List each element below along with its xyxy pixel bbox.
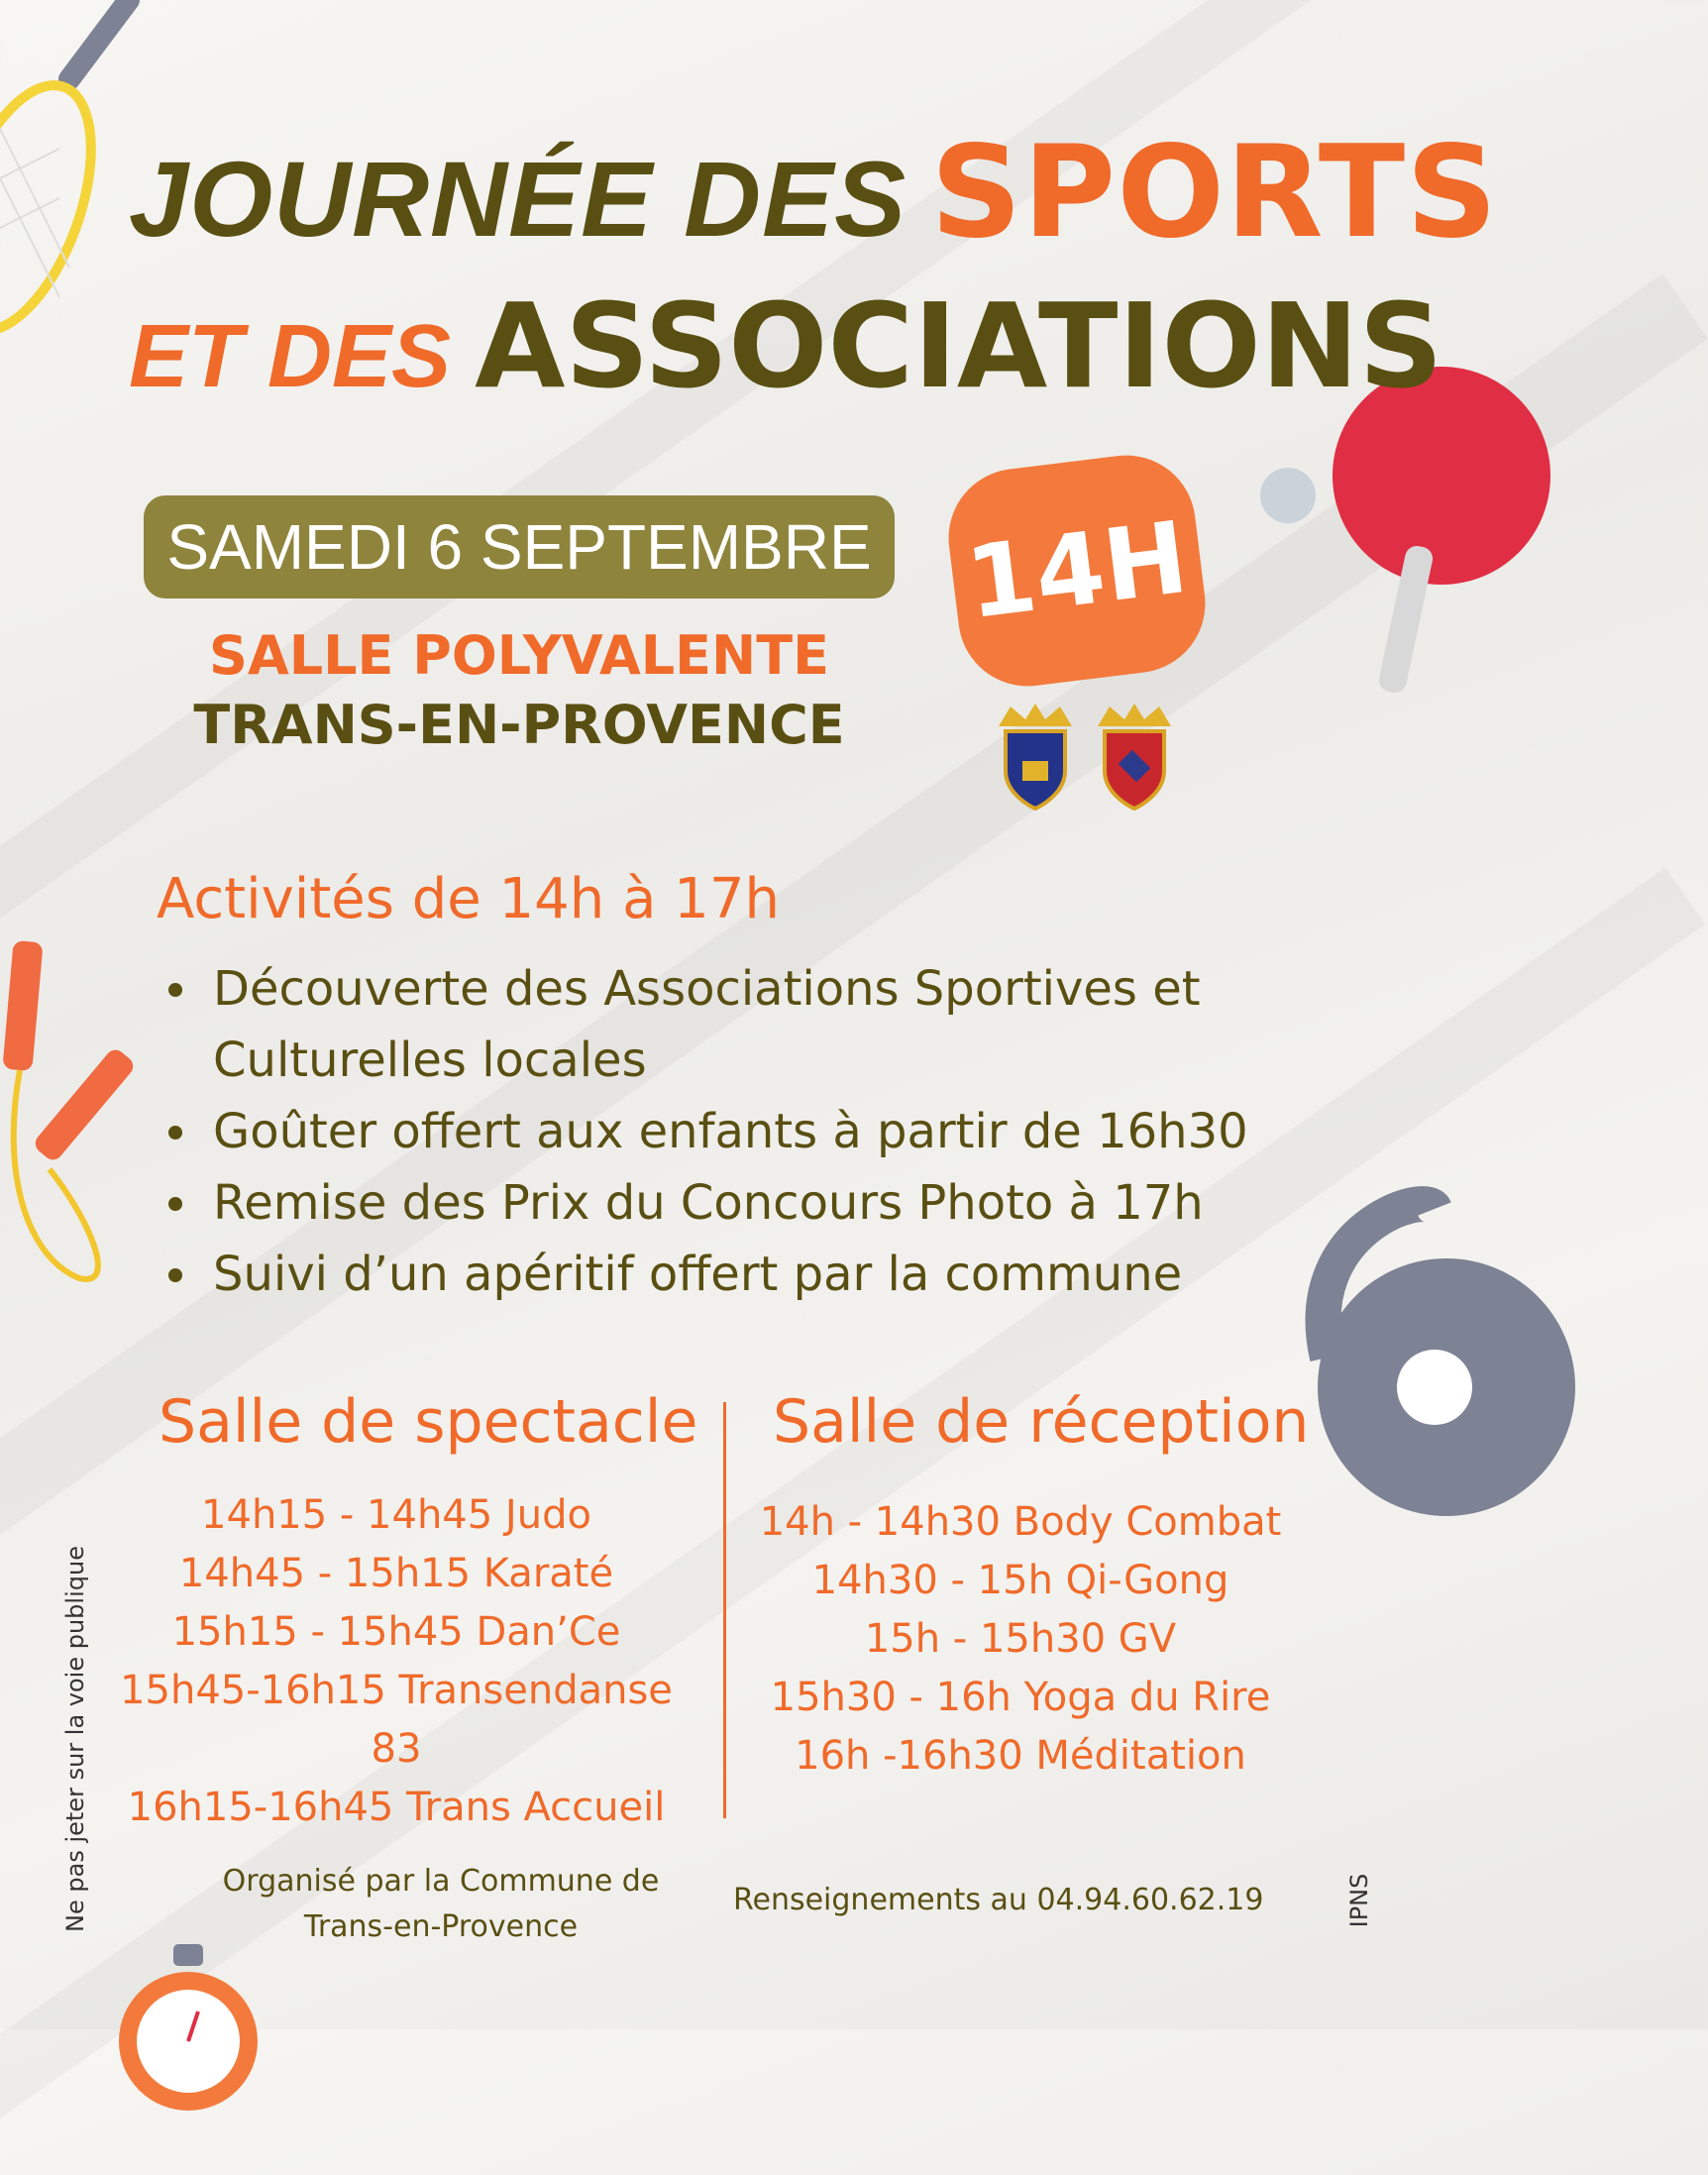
venue-town: TRANS-EN-PROVENCE xyxy=(193,694,845,756)
spectacle-schedule xyxy=(89,1486,703,1837)
activities-list xyxy=(168,953,1258,1310)
reception-schedule xyxy=(743,1493,1298,1786)
list-item: Suivi d’un apéritif offert par la commune xyxy=(168,1239,1258,1310)
schedule-item: 14h30 - 15h Qi-Gong xyxy=(811,1558,1229,1603)
list-item: Goûter offert aux enfants à partir de 16h30 xyxy=(168,1096,1258,1167)
schedule-item: 14h15 - 14h45 Judo xyxy=(201,1492,591,1538)
schedule-item: 14h - 14h30 Body Combat xyxy=(759,1499,1282,1545)
title-big-text: ASSOCIATIONS xyxy=(475,277,1443,414)
coat-of-arms-red-icon xyxy=(1098,704,1171,809)
side-note: Ne pas jeter sur la voie publique xyxy=(61,1546,89,1932)
schedule-item: 15h - 15h30 GV xyxy=(864,1616,1177,1662)
organizer-line1: Organisé par la Commune de xyxy=(222,1864,660,1899)
activities-title: Activités de 14h à 17h xyxy=(157,867,780,931)
title-big-text: SPORTS xyxy=(930,119,1499,267)
schedule-item: 15h30 - 16h Yoga du Rire xyxy=(770,1675,1271,1720)
date-pill: SAMEDI 6 SEPTEMBRE xyxy=(144,495,895,598)
organizer-info xyxy=(193,1859,689,1950)
organizer-line2: Trans-en-Provence xyxy=(303,1909,579,1944)
title-small-text: JOURNÉE DES xyxy=(129,139,907,259)
schedule-item: 15h15 - 15h45 Dan’Ce xyxy=(171,1609,621,1655)
list-item: Remise des Prix du Concours Photo à 17h xyxy=(168,1167,1258,1239)
spectacle-room-title: Salle de spectacle xyxy=(159,1387,698,1457)
schedule-item: 16h15-16h45 Trans Accueil xyxy=(127,1785,666,1830)
reception-room-title: Salle de réception xyxy=(773,1387,1310,1457)
schedule-item: 16h -16h30 Méditation xyxy=(795,1733,1246,1779)
main-title-line1 xyxy=(129,119,1498,267)
time-badge: 14H xyxy=(941,448,1214,695)
schedule-item: 15h45-16h15 Transendanse 83 xyxy=(120,1668,673,1772)
title-small-text: ET DES xyxy=(129,307,452,406)
coat-of-arms-logos xyxy=(991,702,1189,811)
jump-rope-icon xyxy=(0,922,168,1298)
main-title-line2 xyxy=(129,277,1443,414)
coat-of-arms-blue-icon xyxy=(999,704,1072,809)
schedule-item: 14h45 - 15h15 Karaté xyxy=(178,1551,614,1596)
kettlebell-icon xyxy=(1288,1169,1435,1506)
ipns-label: IPNS xyxy=(1345,1873,1373,1928)
contact-info: Renseignements au 04.94.60.62.19 xyxy=(733,1883,1264,1917)
ping-pong-paddle-icon xyxy=(1253,386,1435,704)
venue-name: SALLE POLYVALENTE xyxy=(209,624,829,687)
column-divider xyxy=(723,1402,726,1818)
list-item: Découverte des Associations Sportives et Culturelles locales xyxy=(168,953,1204,1096)
